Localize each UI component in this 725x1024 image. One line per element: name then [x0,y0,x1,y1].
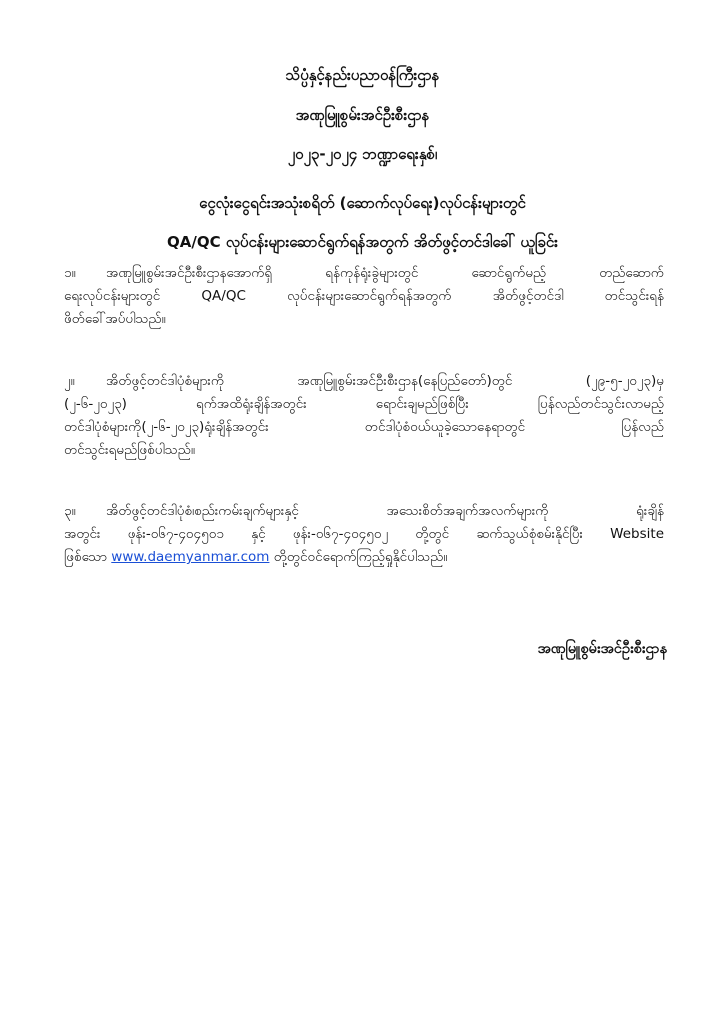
paragraph-1-line-1 [64,262,664,285]
paragraph-1-line-2: ရေးလုပ်ငန်းများတွင် QA/QC လုပ်ငန်းများဆောင်ရွက်ရန်အတွက် အိတ်ဖွင့်တင်ဒါ တင်သွင်းရန် [64,288,664,304]
paragraph-1-number: ၁။ [64,265,76,281]
subject-heading-line-2: QA/QC လုပ်ငန်းများဆောင်ရွက်ရန်အတွက် အိတ်ဖွင့်တင်ဒါခေါ် ယူခြင်း [167,233,558,251]
paragraph-3-line-3 [64,546,664,569]
paragraph-3-line-2: အတွင်း ဖုန်း-၀၆၇-၄၀၄၅၀၁ နှင့် ဖုန်း-၀၆၇-၄၀၄၅၀၂ တို့တွင် ဆက်သွယ်စုံစမ်းနိုင်ပြီး Website [64,526,664,542]
paragraph-2-line-1 [64,370,664,393]
paragraph-2-number: ၂။ [64,373,75,389]
paragraph-1 [64,262,664,331]
paragraph-3-number: ၃။ [64,503,76,519]
paragraph-2-line-3: တင်ဒါပုံစံများကို(၂-၆-၂၀၂၃)ရုံးချိန်အတွင်း တင်ဒါပုံစံဝယ်ယူခဲ့သောနေရာတွင် ပြန်လည် [64,419,664,435]
paragraph-2 [64,370,664,462]
paragraph-2-text-1: အိတ်ဖွင့်တင်ဒါပုံစံများကို အဏုမြူစွမ်းအင်ဦးစီးဌာန(နေပြည်တော်)တွင် (၂၉-၅-၂၀၂၃)မှ [106,373,664,389]
paragraph-3-line-3-suffix: တို့တွင်ဝင်ရောက်ကြည့်ရှုနိုင်ပါသည်။ [273,549,448,565]
paragraph-3 [64,500,664,569]
paragraph-2-line-4: တင်သွင်းရမည်ဖြစ်ပါသည်။ [64,442,195,458]
website-link[interactable]: www.daemyanmar.com [111,549,270,565]
ministry-heading: သိပ္ပံနှင့်နည်းပညာဝန်ကြီးဌာန [285,66,440,84]
subject-heading-line-1: ငွေလုံးငွေရင်းအသုံးစရိတ် (ဆောက်လုပ်ရေး)လုပ်ငန်းများတွင် [199,194,526,212]
signature-department: အဏုမြူစွမ်းအင်ဦးစီးဌာန [537,641,667,657]
paragraph-1-line-3: ဖိတ်ခေါ်အပ်ပါသည်။ [64,311,166,327]
paragraph-3-line-3-prefix: ဖြစ်သော [64,549,107,565]
fiscal-year-heading: ၂၀၂၃-၂၀၂၄ ဘဏ္ဍာရေးနှစ်၊ [287,145,438,163]
department-heading: အဏုမြူစွမ်းအင်ဦးစီးဌာန [295,106,430,124]
paragraph-2-line-2: (၂-၆-၂၀၂၃) ရက်အထိရုံးချိန်အတွင်း ရောင်းချမည်ဖြစ်ပြီး ပြန်လည်တင်သွင်းလာမည့် [64,396,664,412]
paragraph-3-line-1 [64,500,664,523]
paragraph-3-text-1: အိတ်ဖွင့်တင်ဒါပုံစံ၊စည်းကမ်းချက်များနှင့် အသေးစိတ်အချက်အလက်များကို ရုံးချိန် [106,503,664,519]
paragraph-1-text-1: အဏုမြူစွမ်းအင်ဦးစီးဌာနအောက်ရှိ ရန်ကုန်ရုံးခွဲများတွင် ဆောင်ရွက်မည့် တည်ဆောက် [106,265,664,281]
